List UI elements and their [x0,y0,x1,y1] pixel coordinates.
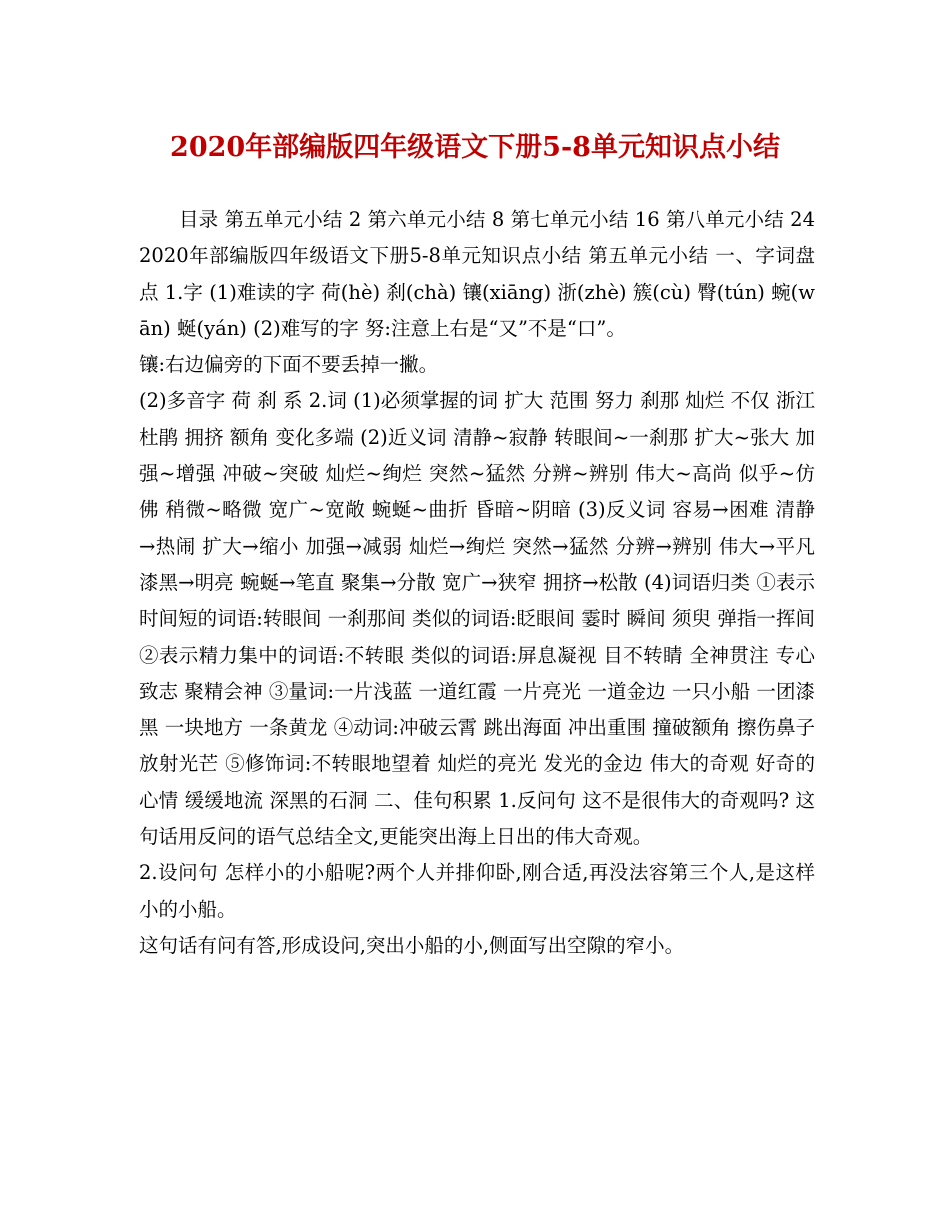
body-paragraph-rhetorical-question: 2.设问句 怎样小的小船呢?两个人并排仰卧,刚合适,再没法容第三个人,是这样小的小船。 [139,861,815,921]
body-paragraph-explanation: 这句话有问有答,形成设问,突出小船的小,侧面写出空隙的窄小。 [139,933,685,957]
body-paragraph-xiang-note: 镶:右边偏旁的下面不要丢掉一撇。 [139,353,439,377]
body-paragraph-toc-and-section-five: 目录 第五单元小结 2 第六单元小结 8 第七单元小结 16 第八单元小结 24 2020年部编版四年级语文下册5-8单元知识点小结 第五单元小结 一、字词盘点 1.字 (1)难读的字 荷(hè) 刹(chà) 镶(xiāng) 浙(zhè) 簇(cù) 臀(tún) 蜿(wān) 蜒(yán) (2)难写的字 努:注意上右是“又”不是“口”。 [139,208,815,340]
document-body [139,202,815,964]
document-title: 2020年部编版四年级语文下册5-8单元知识点小结 [170,132,780,163]
body-paragraph-words-and-sentences: (2)多音字 荷 刹 系 2.词 (1)必须掌握的词 扩大 范围 努力 刹那 灿烂 不仅 浙江 杜鹃 拥挤 额角 变化多端 (2)近义词 清静~寂静 转眼间~一刹那 扩大~张大 加强~增强 冲破~突破 灿烂~绚烂 突然~猛然 分辨~辨别 伟大~高尚 似乎~仿佛 稍微~略微 宽广~宽敞 蜿蜒~曲折 昏暗~阴暗 (3)反义词 容易→困难 清静→热闹 扩大→缩小 加强→减弱 灿烂→绚烂 突然→猛然 分辨→辨别 伟大→平凡 漆黑→明亮 蜿蜒→笔直 聚集→分散 宽广→狭窄 拥挤→松散 (4)词语归类 ①表示时间短的词语:转眼间 一刹那间 类似的词语:眨眼间 霎时 瞬间 须臾 弹指一挥间 ②表示精力集中的词语:不转眼 类似的词语:屏息凝视 目不转睛 全神贯注 专心致志 聚精会神 ③量词:一片浅蓝 一道红霞 一片亮光 一道金边 一只小船 一团漆黑 一块地方 一条黄龙 ④动词:冲破云霄 跳出海面 冲出重围 撞破额角 擦伤鼻子 放射光芒 ⑤修饰词:不转眼地望着 灿烂的亮光 发光的金边 伟大的奇观 好奇的心情 缓缓地流 深黑的石洞 二、佳句积累 1.反问句 这不是很伟大的奇观吗? 这句话用反问的语气总结全文,更能突出海上日出的伟大奇观。 [139,389,815,849]
